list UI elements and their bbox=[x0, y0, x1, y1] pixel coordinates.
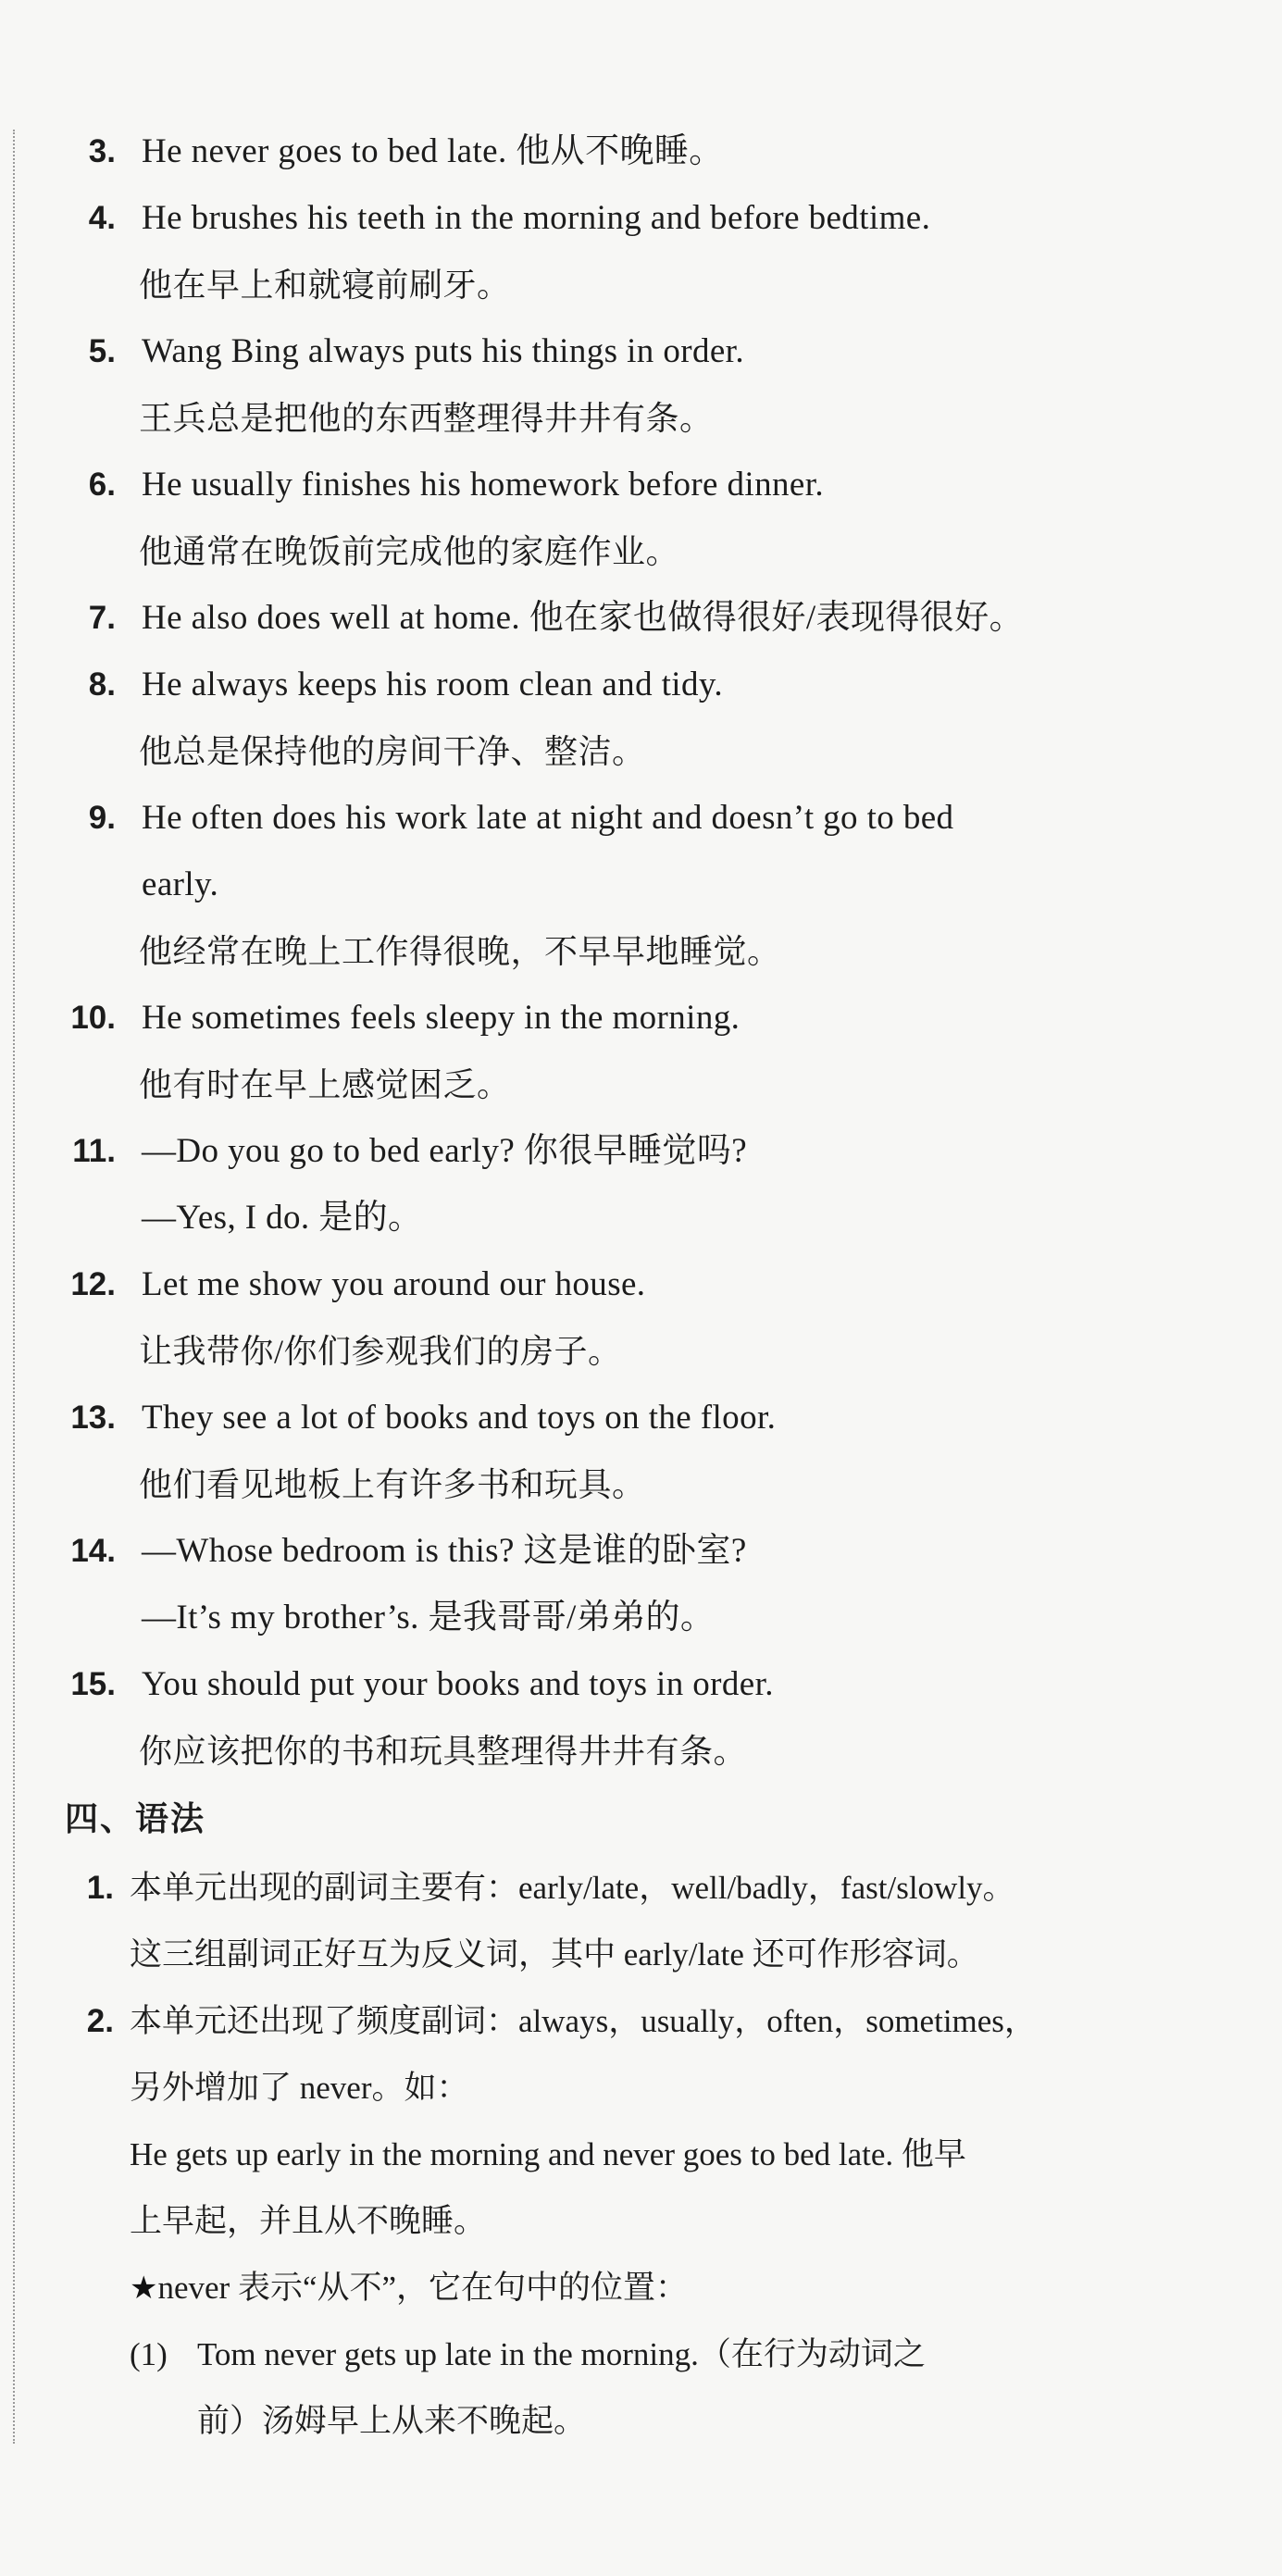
item-number: 3. bbox=[88, 133, 116, 169]
item-line: 王兵总是把他的东西整理得井井有条。 bbox=[139, 400, 714, 437]
item-line: They see a lot of books and toys on the floor. bbox=[142, 1399, 777, 1437]
star-icon: ★ bbox=[130, 2271, 158, 2306]
item-number: 8. bbox=[88, 666, 116, 703]
item-line: Tom never gets up late in the morning.（在行为动词之 bbox=[197, 2336, 926, 2372]
item-line: Let me show you around our house. bbox=[142, 1265, 646, 1303]
list-item bbox=[0, 1651, 1282, 1785]
list-item bbox=[0, 1251, 1282, 1385]
item-line: He brushes his teeth in the morning and before bedtime. bbox=[142, 199, 931, 237]
list-item bbox=[0, 452, 1282, 585]
item-line: He never goes to bed late. 他从不晚睡。 bbox=[142, 132, 724, 170]
section-heading-grammar: 四、语法 bbox=[65, 1800, 206, 1838]
item-number: 13. bbox=[70, 1400, 116, 1436]
item-number: 2. bbox=[86, 2003, 114, 2039]
item-line: 让我带你/你们参观我们的房子。 bbox=[139, 1333, 622, 1370]
star-note-text: never 表示“从不”，它在句中的位置： bbox=[157, 2270, 689, 2306]
list-item bbox=[0, 118, 1282, 185]
item-line: —Whose bedroom is this? 这是谁的卧室? bbox=[142, 1532, 747, 1570]
sub-item bbox=[0, 2321, 1282, 2455]
list-item bbox=[0, 318, 1282, 452]
item-number: 11. bbox=[72, 1133, 116, 1169]
item-line: 这三组副词正好互为反义词，其中 early/late 还可作形容词。 bbox=[130, 1936, 979, 1972]
item-number: 6. bbox=[88, 467, 116, 503]
item-number: 12. bbox=[70, 1266, 116, 1302]
item-line: He also does well at home. 他在家也做得很好/表现得很好。 bbox=[142, 599, 1025, 637]
item-line: 他有时在早上感觉困乏。 bbox=[139, 1066, 511, 1103]
list-item bbox=[0, 585, 1282, 652]
sub-item-number: (1) bbox=[130, 2336, 168, 2372]
item-line: He often does his work late at night and doesn’t go to bed bbox=[142, 799, 954, 837]
item-line: He always keeps his room clean and tidy. bbox=[142, 666, 724, 703]
grammar-item bbox=[0, 1988, 1282, 2455]
item-line: He gets up early in the morning and never goes to bed late. 他早 bbox=[130, 2136, 966, 2172]
item-line: 前）汤姆早上从来不晚起。 bbox=[197, 2403, 587, 2439]
list-item bbox=[0, 1518, 1282, 1651]
list-item bbox=[0, 652, 1282, 785]
item-line: 你应该把你的书和玩具整理得井井有条。 bbox=[139, 1733, 748, 1770]
item-number: 4. bbox=[88, 200, 116, 236]
item-line: 他们看见地板上有许多书和玩具。 bbox=[139, 1466, 646, 1503]
item-line: 另外增加了 never。如： bbox=[130, 2070, 469, 2106]
item-line: 他在早上和就寝前刷牙。 bbox=[139, 267, 511, 304]
item-line: 他经常在晚上工作得很晚，不早早地睡觉。 bbox=[139, 933, 781, 970]
grammar-item bbox=[0, 1855, 1282, 1988]
item-line: 本单元还出现了频度副词：always，usually，often，sometimes， bbox=[130, 2003, 1037, 2039]
list-item bbox=[0, 185, 1282, 318]
list-item bbox=[0, 785, 1282, 985]
document-body bbox=[0, 118, 1282, 2455]
item-number: 10. bbox=[70, 1000, 116, 1036]
item-line: 上早起，并且从不晚睡。 bbox=[130, 2203, 487, 2239]
item-number: 5. bbox=[88, 333, 116, 369]
item-line: —Do you go to bed early? 你很早睡觉吗? bbox=[142, 1132, 748, 1170]
item-line: 他通常在晚饭前完成他的家庭作业。 bbox=[139, 533, 680, 570]
list-item bbox=[0, 1385, 1282, 1518]
item-line: You should put your books and toys in order. bbox=[142, 1665, 774, 1703]
item-number: 9. bbox=[88, 800, 116, 836]
item-number: 14. bbox=[70, 1533, 116, 1569]
item-number: 7. bbox=[88, 600, 116, 636]
item-line: He sometimes feels sleepy in the morning. bbox=[142, 999, 741, 1037]
item-number: 15. bbox=[70, 1666, 116, 1702]
star-note bbox=[0, 2255, 1282, 2321]
item-line: Wang Bing always puts his things in order. bbox=[142, 332, 745, 370]
item-line: He usually finishes his homework before dinner. bbox=[142, 466, 825, 504]
item-line: —It’s my brother’s. 是我哥哥/弟弟的。 bbox=[142, 1599, 716, 1636]
item-line: early. bbox=[142, 865, 219, 903]
item-line: 本单元出现的副词主要有：early/late，well/badly，fast/slowly。 bbox=[130, 1870, 1015, 1906]
list-item bbox=[0, 1118, 1282, 1251]
list-item bbox=[0, 985, 1282, 1118]
item-number: 1. bbox=[86, 1870, 114, 1906]
item-line: 他总是保持他的房间干净、整洁。 bbox=[139, 733, 646, 770]
item-line: —Yes, I do. 是的。 bbox=[142, 1199, 423, 1237]
